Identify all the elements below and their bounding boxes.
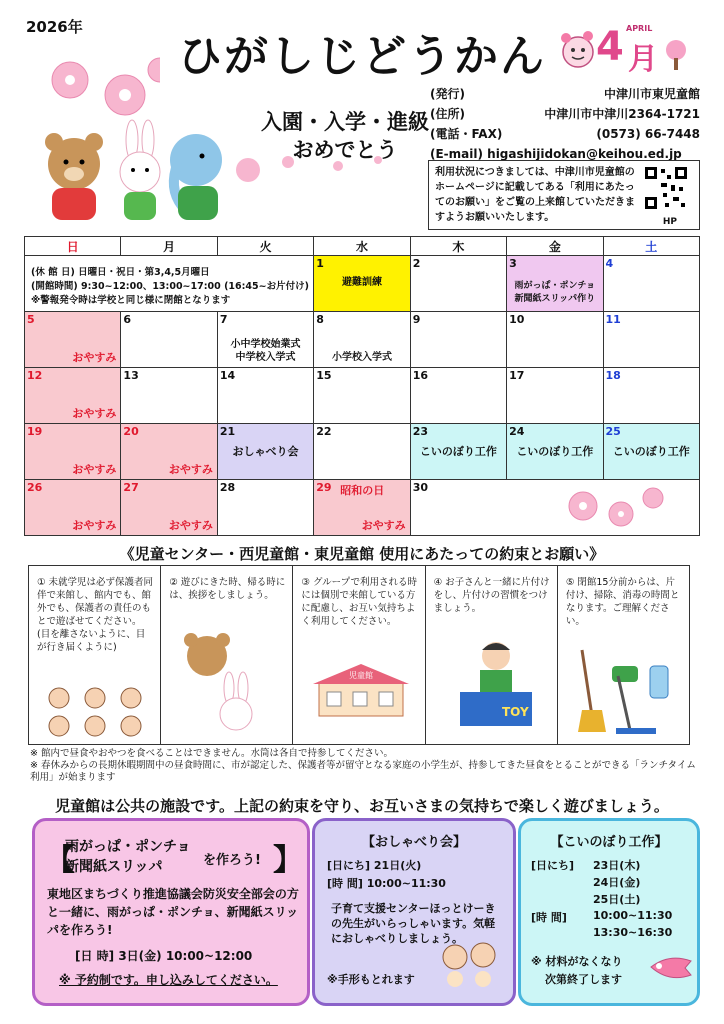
phone-value: (0573) 66-7448 [596,127,700,141]
note-line: ※ 春休みからの長期休暇期間中の昼食時間に、市が認定した、保護者等が留守となる家庭の小学生が、持参してきた昼食をとることができる「ランチタイム利用」が始まります [30,760,696,783]
day-number: 29 [316,481,332,494]
day-number: 28 [219,481,236,494]
calendar-day [507,368,603,424]
animal-friends-icon [32,118,232,230]
calendar-day [25,368,121,424]
weekday-wed: 水 [314,237,410,256]
calendar-day [410,368,506,424]
koinobori-heading: 【こいのぼり工作】 [550,835,668,850]
day-number: 25 [605,425,621,438]
day-number: 20 [123,425,139,438]
weekday-tue: 火 [217,237,313,256]
day-number: 10 [509,313,525,326]
address-label: (住所) [430,107,465,121]
poncho-event-box [32,818,310,1006]
carp-streamer-icon [647,951,695,985]
cleaning-tools-icon [572,646,682,738]
bracket-left: 【 [45,843,75,878]
rule-text: ② 遊びにきた時、帰る時には、挨拶をしましょう。 [169,577,286,601]
koinobori-time-label: [時 間] [531,911,567,924]
day-number: 3 [509,257,517,270]
calendar-day [314,256,410,312]
day-number: 21 [219,425,236,438]
poncho-heading [65,837,225,877]
rule-item [161,566,293,744]
calendar-day [314,312,410,368]
rule-text: ⑤ 閉館15分前からは、片付け、掃除、消毒の時間となります。ご理解ください。 [565,577,680,627]
child-toybox-icon [450,634,540,734]
day-number: 9 [412,313,421,326]
year-label: 2026年 [26,18,83,36]
rest-label: おやすみ [72,407,117,420]
rest-label: おやすみ [72,351,117,364]
calendar-day [507,312,603,368]
day-number: 2 [412,257,421,270]
rest-label: おやすみ [168,519,213,532]
koinobori-time: 13:30~16:30 [593,926,673,939]
event-label: おしゃべり会 [232,445,299,458]
bracket-right: 】 [273,843,303,878]
sakura-cluster-icon [561,484,681,532]
publisher-label: (発行) [430,87,465,101]
day-number: 12 [27,369,43,382]
usage-notice-box [428,160,700,230]
calendar-day [507,424,603,480]
day-number: 1 [316,257,324,270]
calendar-day [603,368,699,424]
rule-text: ④ お子さんと一緒に片付けをし、片付けの習慣をつけましょう。 [433,577,550,614]
poncho-make-label: を作ろう! [203,853,261,868]
day-number: 19 [27,425,43,438]
day-number: 11 [605,313,621,326]
weekday-mon: 月 [121,237,217,256]
day-number: 4 [605,257,614,270]
calendar-day [410,480,699,536]
calendar-day [25,480,121,536]
koinobori-note-line-2: 次第終了します [545,973,622,986]
weekday-sun: 日 [25,237,121,256]
month-number: 4 [596,24,624,70]
day-number: 26 [27,481,43,494]
koinobori-date: 23日(木) [593,859,641,872]
poncho-heading-line-2: 新聞紙スリッパ [65,859,163,875]
talk-handprint-note: ※手形もとれます [327,973,415,986]
poncho-date: [日 時] 3日(金) 10:00~12:00 [75,949,253,963]
talk-date: [日にち] 21日(火) [327,859,422,872]
weekday-fri: 金 [507,237,603,256]
congrats-line-1: 入園・入学・進級 [261,110,429,134]
poncho-reservation-note: ※ 予約制です。申し込みしてください。 [59,973,278,987]
congrats-line-2: おめでとう [292,138,398,162]
event-label: 避難訓練 [341,277,382,288]
koinobori-date: 25日(土) [593,893,641,906]
rule-item [558,566,689,744]
rule-text: ③ グループで利用される時には個別で来館している方に配慮し、お互い気持ちよく利用してください。 [301,577,417,627]
childrens-center-building-icon [313,662,409,718]
event-line: 新聞紙スリッパ作り [514,294,596,304]
koinobori-time: 10:00~11:30 [593,909,673,922]
rule-item [29,566,161,744]
talk-heading: 【おしゃべり会】 [361,835,466,850]
day-number: 5 [27,313,35,326]
rest-label: おやすみ [361,519,406,532]
calendar-day [25,312,121,368]
calendar-day [314,368,410,424]
day-number: 7 [219,313,228,326]
toy-box-label: TOY [501,705,529,719]
closed-days-info [25,256,314,312]
hp-label: HP [662,217,677,227]
calendar-day [121,312,217,368]
rules-panel [28,565,690,745]
day-number: 13 [123,369,139,382]
calendar-day [25,424,121,480]
talk-time: [時 間] 10:00~11:30 [327,877,446,890]
publisher-value: 中津川市東児童館 [603,87,700,101]
event-line: 中学校入学式 [235,352,296,363]
family-faces-icon [43,684,153,740]
calendar-day [314,424,410,480]
rest-label: おやすみ [168,463,213,476]
event-label [507,280,602,306]
notes-block [30,748,700,784]
day-number: 23 [412,425,428,438]
rule-text: ① 未就学児は必ず保護者同伴で来館し、館内でも、館外でも、保護者の責任のもとで遊ばせてください。(目を離さないように、目が行き届くように) [37,577,154,653]
calendar-day [507,256,603,312]
day-number: 16 [412,369,428,382]
calendar-day [121,480,217,536]
phone-label: (電話・FAX) [430,127,503,141]
calendar-day [217,424,313,480]
rest-label: おやすみ [72,463,117,476]
snail-mascot-icon [558,28,598,72]
day-number: 30 [412,481,428,494]
warning-closure-line: ※警報発令時は学校と同じ様に閉館となります [31,295,231,306]
parents-babies-icon [437,939,503,993]
koinobori-date-label: [日にち] [531,859,575,872]
day-number: 18 [605,369,621,382]
note-line: ※ 館内で昼食やおやつを食べることはできません。水筒は各自で持参してください。 [30,748,394,759]
newsletter-title: ひがしじどうかん [178,31,546,82]
open-hours-line: (開館時間) 9:30~12:00、13:00~17:00 (16:45~お片付け) [31,281,309,292]
congrats-message [250,108,440,164]
weekday-sat: 土 [603,237,699,256]
email-value: (E-mail) higashijidokan@keihou.ed.jp [430,147,682,161]
month-english: APRIL [626,24,653,33]
calendar-day [410,312,506,368]
calendar-day [603,424,699,480]
calendar-day [217,368,313,424]
koinobori-note-line-1: ※ 材料がなくなり [531,955,623,968]
calendar-day [217,480,313,536]
address-value: 中津川市中津川2364-1721 [544,107,700,121]
talk-event-box [312,818,516,1006]
event-label: こいのぼり工作 [612,445,690,458]
day-number: 27 [123,481,139,494]
building-sign: 児童館 [349,671,374,680]
calendar-day [603,312,699,368]
calendar-day [121,368,217,424]
calendar-day [410,256,506,312]
rules-title: 《児童センター・西児童館・東児童館 使用にあたっての約束とお願い》 [119,545,605,563]
tree-icon [664,40,688,70]
day-number: 6 [123,313,132,326]
event-line: 小中学校始業式 [230,339,301,350]
event-label: こいのぼり工作 [419,445,497,458]
april-calendar [24,236,700,536]
day-number: 22 [316,425,332,438]
holiday-label: 昭和の日 [340,484,385,497]
poncho-description: 東地区まちづくり推進協議会防災安全部会の方と一緒に、雨がっぱ・ポンチョ、新聞紙スリッパを作ろう! [47,887,299,937]
poncho-heading-line-1: 雨がっぱ・ポンチョ [65,839,191,855]
event-label: こいのぼり工作 [516,445,594,458]
rest-label: おやすみ [72,519,117,532]
talk-description: 子育て支援センターほっとけーきの先生がいらっしゃいます。気軽におしゃべりしましょう。 [331,902,496,945]
month-kanji: 月 [628,42,658,77]
calendar-day [603,256,699,312]
weekday-header-row [25,237,700,256]
calendar-day [314,480,410,536]
calendar-day [410,424,506,480]
event-label [218,338,313,364]
rule-item [293,566,425,744]
usage-notice-text: 利用状況につきましては、中津川市児童館のホームページに記載してある「利用にあたってのお願い」をご覧の上来館していただきますようお願いいたします。 [435,167,635,223]
publisher-info [430,84,700,164]
day-number: 15 [316,369,332,382]
bear-rabbit-icon [175,626,265,736]
day-number: 14 [219,369,236,382]
calendar-day [217,312,313,368]
weekday-thu: 木 [410,237,506,256]
day-number: 17 [509,369,525,382]
event-line: 雨がっぱ・ポンチョ [514,281,596,291]
koinobori-date: 24日(金) [593,876,641,889]
month-badge [558,22,688,78]
motto-text: 児童館は公共の施設です。上記の約束を守り、お互いさまの気持ちで楽しく遊びましょう。 [55,797,669,815]
day-number: 24 [509,425,525,438]
rule-item [426,566,558,744]
closed-days-line: (休 館 日) 日曜日・祝日・第3,4,5月曜日 [31,267,210,278]
koinobori-event-box [518,818,700,1006]
day-number: 8 [316,313,324,326]
event-label: 小学校入学式 [331,352,392,363]
qr-code-icon[interactable] [643,165,689,211]
calendar-day [121,424,217,480]
